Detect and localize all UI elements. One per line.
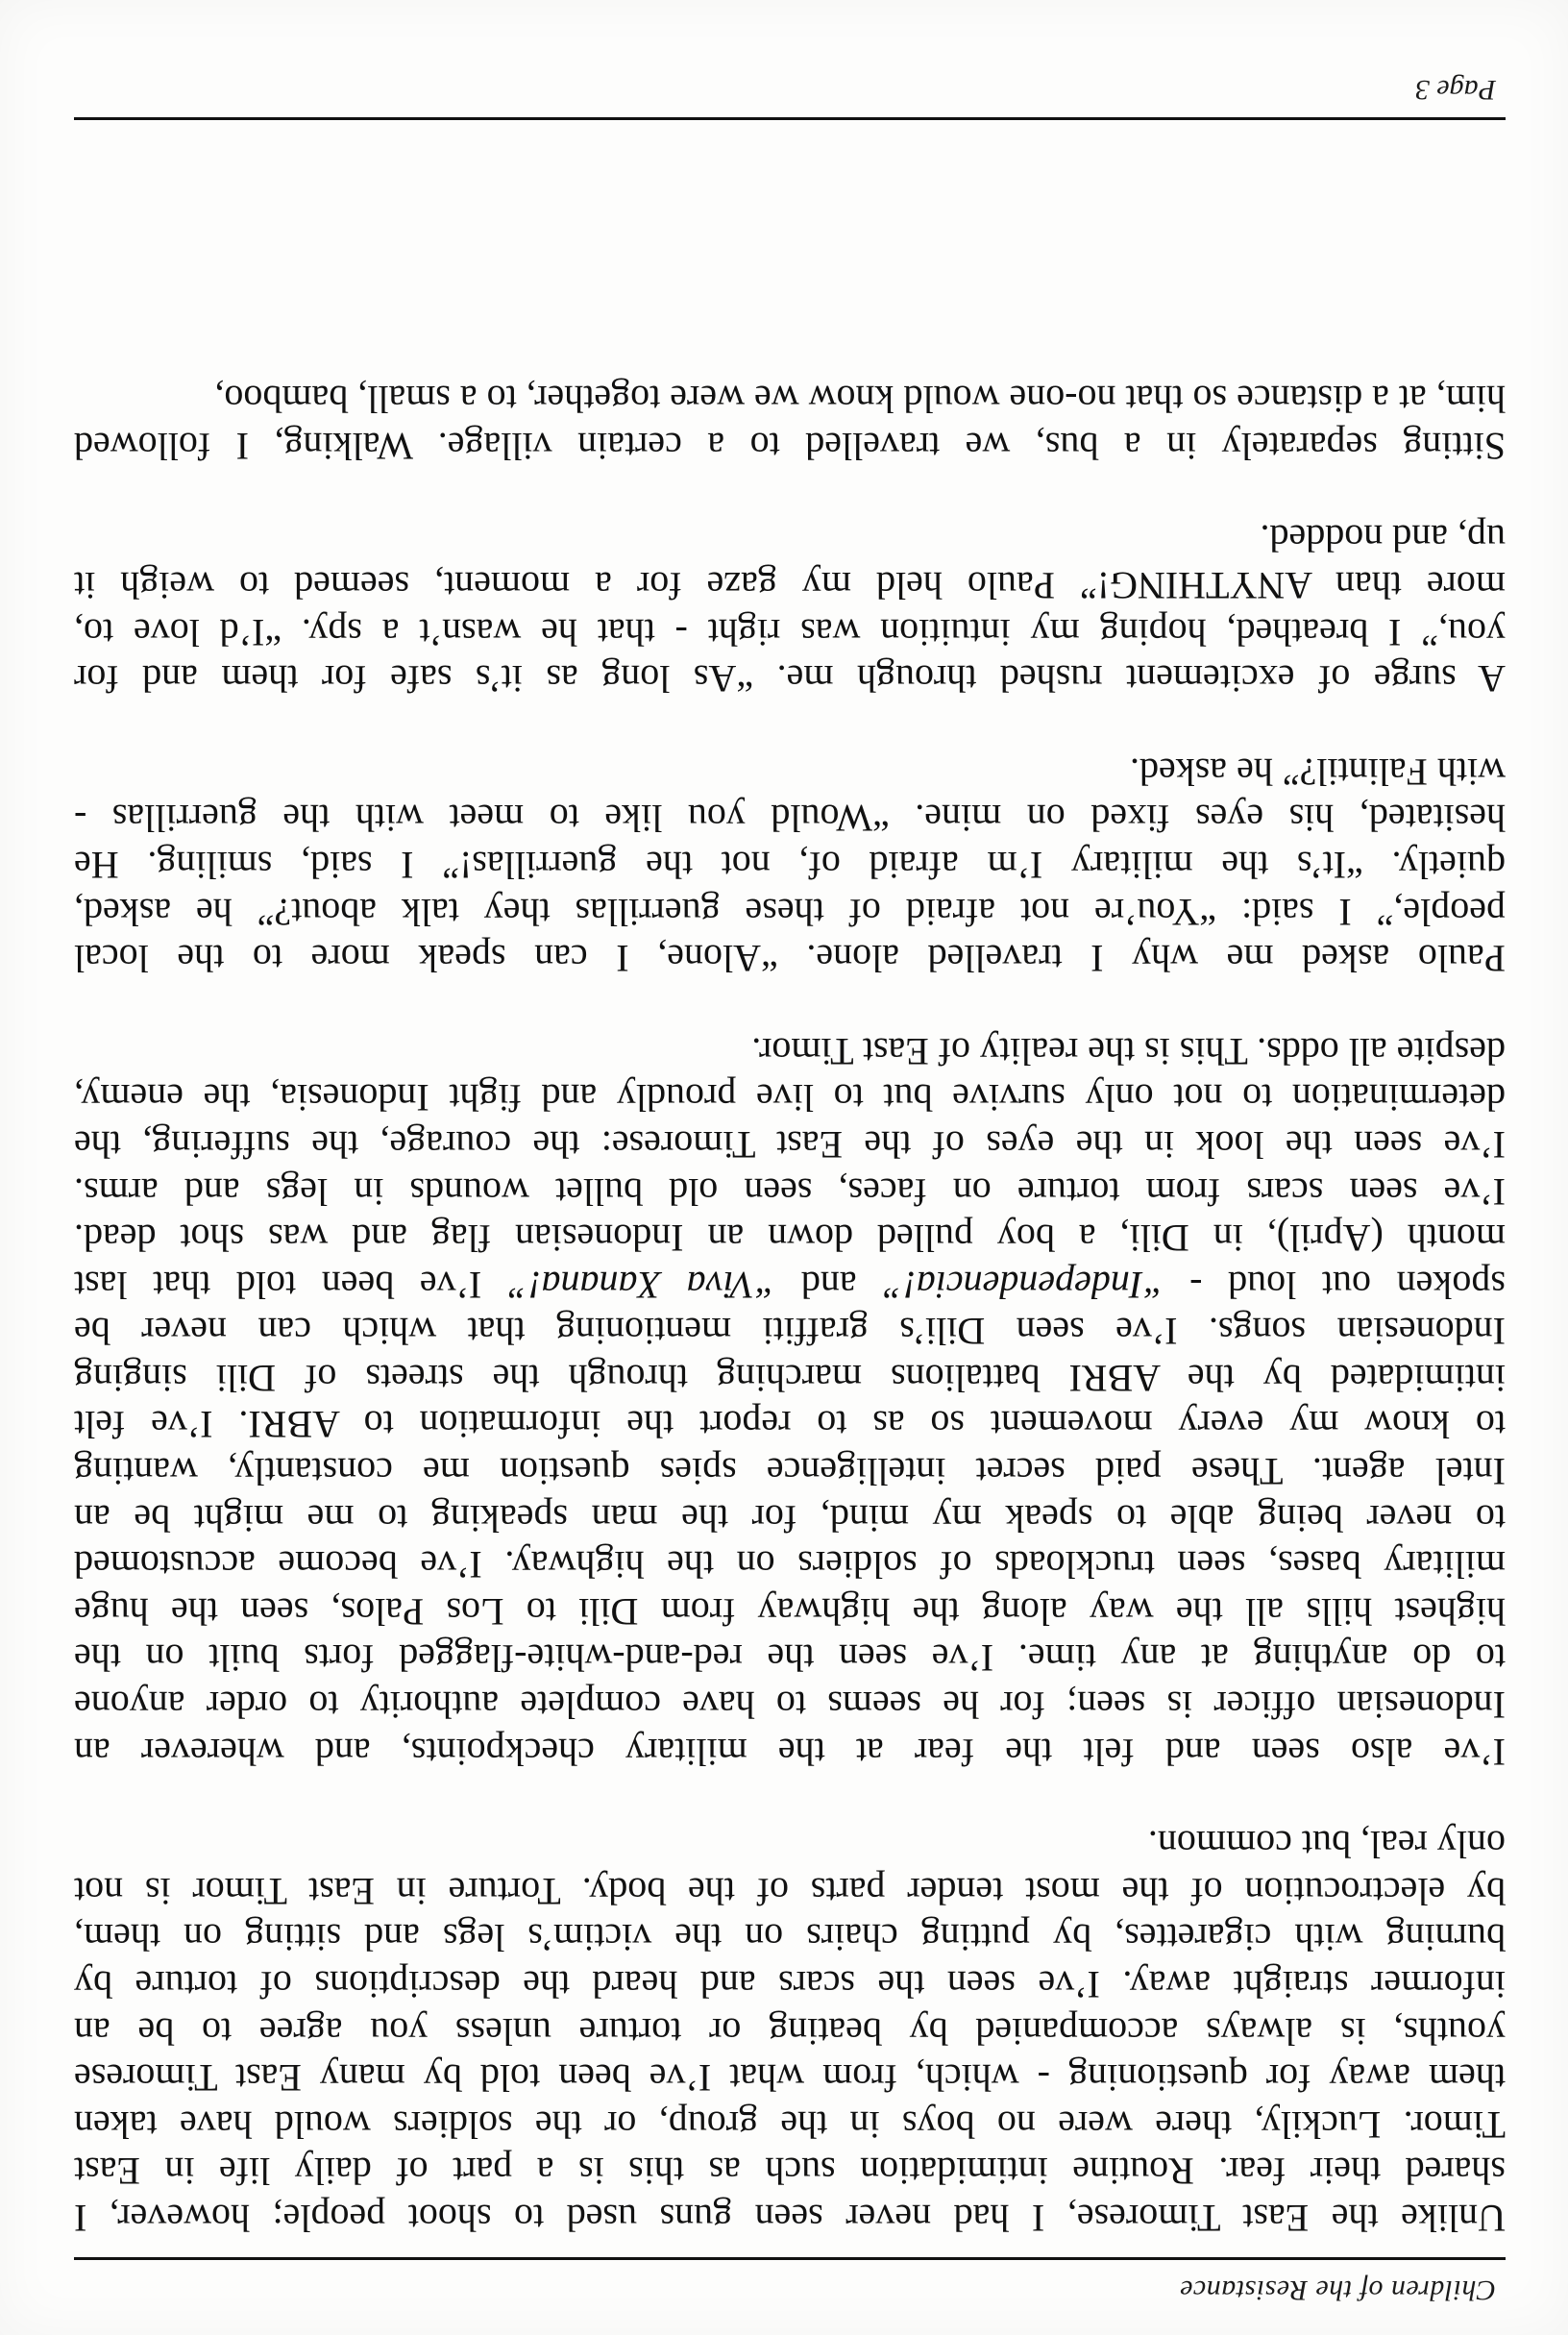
text-line: highest hills all the way along the highway from Dili to Los Palos, seen the huge — [74, 1589, 1506, 1634]
text-line: with Falintil?” he asked. — [1129, 750, 1506, 794]
text-line: shared their fear. Routine intimidation such as this is a part of daily life in East — [74, 2150, 1506, 2194]
header-rule — [74, 2257, 1506, 2260]
text-line: youths, is always accompanied by beating or torture unless you agree to be an — [74, 2009, 1506, 2053]
paragraph — [74, 376, 1506, 469]
text-line: I’ve seen the look in the eyes of the East Timorese: the courage, the suffering, the — [74, 1122, 1506, 1167]
text-line: to never being able to speak my mind, for the man speaking to me might be an — [74, 1496, 1506, 1540]
body-text — [74, 376, 1506, 2241]
text-line: month (April), in Dili, a boy pulled down an Indonesian flag and was shot dead. — [74, 1217, 1506, 1261]
page-number: Page 3 — [1414, 74, 1496, 106]
paragraph — [74, 1027, 1506, 1775]
paragraph — [74, 1821, 1506, 2241]
footer-rule — [74, 117, 1506, 120]
text-line: Indonesian officer is seen; for he seems to have complete authority to order anyone — [74, 1684, 1506, 1728]
text-line: up, and nodded. — [1260, 517, 1506, 561]
text-line: quietly. “It’s the military I’m afraid of, not the guerrillas!” I said, smiling. He — [74, 843, 1506, 887]
text-line: you,” I breathed, hoping my intuition was right - that he wasn’t a spy. “I’d love to, — [74, 610, 1506, 654]
text-line: more than ANYTHING!” Paulo held my gaze for a moment, seemed to weigh it — [74, 564, 1506, 607]
paragraph — [74, 748, 1506, 981]
text-line: Timor. Luckily, there were no boys in the group, or the soldiers would have taken — [74, 2102, 1506, 2147]
text-line: them away for questioning - which, from what I’ve been told by many East Timorese — [74, 2056, 1506, 2101]
text-line: burning with cigarettes, by putting chairs on the victim’s legs and sitting on them, — [74, 1916, 1506, 1960]
text-line: determination to not only survive but to live proudly and fight Indonesia, the enemy, — [74, 1076, 1506, 1120]
text-line: I’ve seen scars from torture on faces, seen old bullet wounds in legs and arms. — [74, 1169, 1506, 1214]
text-line: despite all odds. This is the reality of East Timor. — [751, 1029, 1506, 1073]
text-line: Sitting separately in a bus, we travelled to a certain village. Walking, I followed — [74, 424, 1506, 468]
text-line: people,” I said: “You’re not afraid of these guerrillas they talk about?” he asked, — [74, 890, 1506, 934]
text-line: only real, but common. — [1147, 1823, 1506, 1867]
text-line: to do anything at any time. I’ve seen the red-and-white-flagged forts built on the — [74, 1636, 1506, 1681]
paragraph — [74, 515, 1506, 701]
text-line: spoken out loud - “Independencia!” and “Viva Xanana!” I’ve been told that last — [74, 1263, 1506, 1307]
text-line: intimidated by the ABRI battalions marching through the streets of Dili singing — [74, 1356, 1506, 1400]
text-line: to know my every movement so as to report the information to ABRI. I’ve felt — [74, 1403, 1506, 1447]
text-line: military bases, seen truckloads of soldiers on the highway. I’ve become accustomed — [74, 1543, 1506, 1587]
text-line: A surge of excitement rushed through me. “As long as it’s safe for them and for — [74, 657, 1506, 701]
running-header: Children of the Resistance — [1179, 2274, 1496, 2306]
text-line: Intel agent. These paid secret intelligence spies question me constantly, wanting — [74, 1450, 1506, 1494]
text-line: him, at a distance so that no-one would know we were together, to a small, bamboo, — [214, 378, 1506, 422]
text-line: informer straight away. I’ve seen the scars and heard the descriptions of torture by — [74, 1963, 1506, 2007]
text-line: Indonesian songs. I’ve seen Dili’s graffiti mentioning that which can never be — [74, 1310, 1506, 1354]
text-line: Paulo asked me why I travelled alone. “Alone, I can speak more to the local — [74, 937, 1506, 981]
text-line: Unlike the East Timorese, I had never seen guns used to shoot people; however, I — [74, 2197, 1506, 2240]
text-line: by electrocution of the most tender parts of the body. Torture in East Timor is not — [74, 1869, 1506, 1913]
text-line: hesitated, his eyes fixed on mine. “Would you like to meet with the guerrillas - — [74, 797, 1506, 841]
text-line: I’ve also seen and felt the fear at the military checkpoints, and wherever an — [74, 1730, 1506, 1774]
